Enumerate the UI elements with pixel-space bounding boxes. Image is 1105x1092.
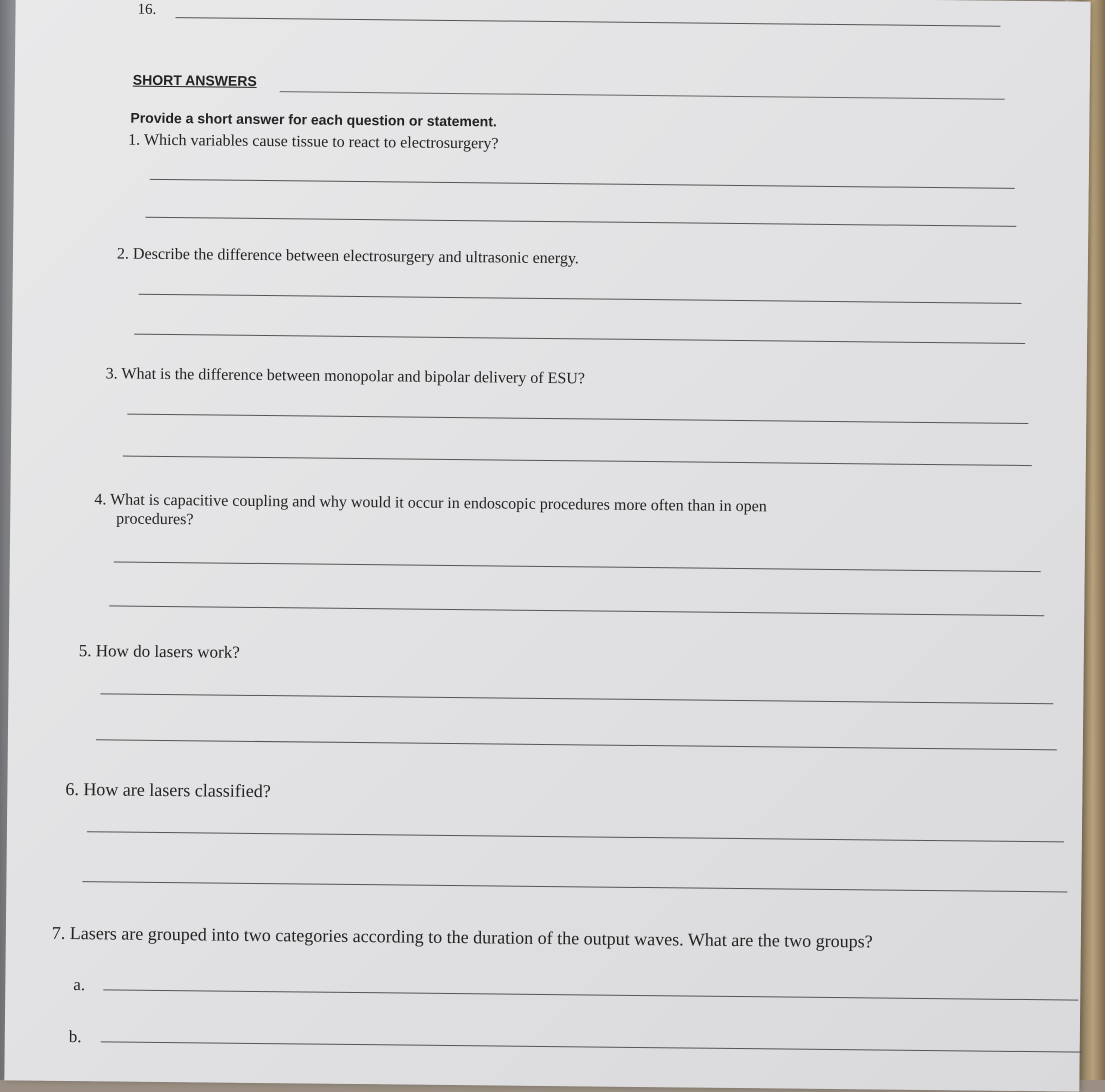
- section-instructions: Provide a short answer for each question or statement.: [130, 109, 497, 130]
- answer-line-4b[interactable]: [109, 605, 1044, 616]
- answer-line-1b[interactable]: [145, 217, 1016, 227]
- question-4-line-2: procedures?: [116, 510, 194, 529]
- answer-line-2b[interactable]: [134, 334, 1025, 344]
- section-title: SHORT ANSWERS: [132, 71, 257, 89]
- question-1: 1. Which variables cause tissue to react to electrosurgery?: [128, 131, 499, 153]
- answer-line-6a[interactable]: [87, 831, 1064, 842]
- workbook-page: [4, 0, 1090, 1092]
- answer-line-6b[interactable]: [82, 881, 1067, 892]
- answer-line-4a[interactable]: [114, 561, 1041, 572]
- answer-line-7b[interactable]: [101, 1041, 1082, 1052]
- answer-line-5b[interactable]: [96, 739, 1057, 750]
- answer-label-a: a.: [73, 975, 86, 995]
- answer-line-1a[interactable]: [150, 179, 1015, 189]
- question-4-line-1: 4. What is capacitive coupling and why would it occur in endoscopic procedures more often than in open: [94, 491, 767, 516]
- answer-line-2a[interactable]: [139, 294, 1022, 304]
- answer-line-3a[interactable]: [127, 414, 1028, 424]
- question-7: 7. Lasers are grouped into two categories according to the duration of the output waves. What are the two groups?: [51, 922, 873, 952]
- prev-item-number: 16.: [137, 1, 157, 18]
- answer-line-3b[interactable]: [123, 456, 1032, 467]
- section-rule: [280, 91, 1005, 100]
- question-2: 2. Describe the difference between electrosurgery and ultrasonic energy.: [116, 245, 579, 268]
- question-3: 3. What is the difference between monopolar and bipolar delivery of ESU?: [105, 365, 586, 388]
- question-5: 5. How do lasers work?: [78, 641, 240, 662]
- question-6: 6. How are lasers classified?: [65, 778, 271, 802]
- answer-line-16[interactable]: [175, 17, 1000, 27]
- answer-line-7a[interactable]: [103, 989, 1078, 1000]
- answer-label-b: b.: [68, 1027, 82, 1047]
- answer-line-5a[interactable]: [100, 693, 1053, 704]
